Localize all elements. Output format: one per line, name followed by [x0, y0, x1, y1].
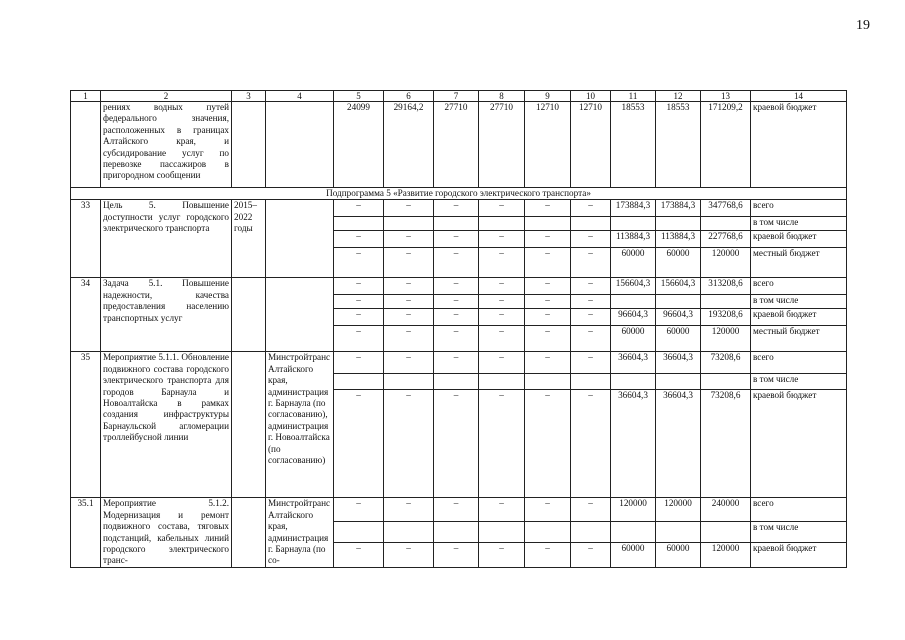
value-cell: 173884,3	[611, 200, 656, 217]
col-header: 9	[525, 91, 571, 102]
dash-cell: –	[571, 309, 611, 326]
value-cell: 113884,3	[656, 231, 701, 248]
funding-source: краевой бюджет	[751, 102, 847, 188]
col-header: 11	[611, 91, 656, 102]
page-number: 19	[856, 18, 870, 33]
dash-cell: –	[334, 326, 384, 352]
dash-cell: –	[434, 309, 479, 326]
dash-cell: –	[479, 278, 525, 295]
row-number: 34	[71, 278, 101, 352]
col-header: 1	[71, 91, 101, 102]
value-cell: 60000	[656, 248, 701, 278]
funding-source: в том числе	[751, 295, 847, 309]
dash-cell: –	[479, 352, 525, 374]
measure-name: Задача 5.1. Повышение надежности, качества предоставления населению транспортных услуг	[101, 278, 232, 352]
col-header: 6	[384, 91, 434, 102]
executor-cell: Минстройтранс Алтайского края, администрация г. Барнаула (по со-	[266, 498, 334, 567]
value-cell: 36604,3	[611, 352, 656, 374]
col-header: 12	[656, 91, 701, 102]
dash-cell: –	[525, 390, 571, 498]
dash-cell: –	[479, 231, 525, 248]
measure-name: Мероприятие 5.1.1. Обновление подвижного состава городского электрического транспорта для городов Барнаула и Новоалтайска в рамках создания инфраструктуры Барнаульской агломерации троллейбусной линии	[101, 352, 232, 498]
dash-cell: –	[334, 278, 384, 295]
value-cell: 156604,3	[656, 278, 701, 295]
funding-source: в том числе	[751, 374, 847, 390]
dash-cell: –	[525, 326, 571, 352]
value-cell: 240000	[701, 498, 751, 521]
value-cell: 18553	[611, 102, 656, 188]
value-cell: 227768,6	[701, 231, 751, 248]
dash-cell: –	[334, 542, 384, 567]
funding-source: всего	[751, 278, 847, 295]
dash-cell: –	[384, 309, 434, 326]
subprogram-row	[71, 188, 847, 200]
dash-cell: –	[334, 200, 384, 217]
table-row	[71, 498, 847, 521]
dash-cell: –	[334, 248, 384, 278]
col-header: 2	[101, 91, 232, 102]
dash-cell: –	[434, 390, 479, 498]
dash-cell: –	[334, 498, 384, 521]
dash-cell: –	[384, 295, 434, 309]
subprogram-title: Подпрограмма 5 «Развитие городского электрического транспорта»	[71, 188, 847, 200]
value-cell: 120000	[701, 326, 751, 352]
table-row	[71, 102, 847, 188]
dash-cell: –	[571, 498, 611, 521]
dash-cell: –	[571, 200, 611, 217]
dash-cell: –	[525, 498, 571, 521]
program-table	[70, 90, 847, 568]
dash-cell: –	[384, 352, 434, 374]
col-header: 3	[232, 91, 266, 102]
dash-cell: –	[571, 542, 611, 567]
dash-cell: –	[434, 248, 479, 278]
dash-cell: –	[384, 231, 434, 248]
dash-cell: –	[384, 278, 434, 295]
dash-cell: –	[479, 200, 525, 217]
dash-cell: –	[384, 248, 434, 278]
funding-source: всего	[751, 498, 847, 521]
measure-name: рениях водных путей федерального значения, расположенных в границах Алтайского края, и субсидирование услуг по перевозке пассажиров в пригородном сообщении	[101, 102, 232, 188]
funding-source: краевой бюджет	[751, 309, 847, 326]
dash-cell: –	[434, 542, 479, 567]
col-header: 8	[479, 91, 525, 102]
dash-cell: –	[384, 200, 434, 217]
dash-cell: –	[479, 326, 525, 352]
dash-cell: –	[384, 326, 434, 352]
dash-cell: –	[525, 352, 571, 374]
executor-cell: Минстройтранс Алтайского края, администрация г. Барнаула (по согласованию), администрация г. Новоалтайска (по согласованию)	[266, 352, 334, 498]
value-cell: 60000	[611, 326, 656, 352]
dash-cell: –	[571, 231, 611, 248]
dash-cell: –	[479, 390, 525, 498]
funding-source: местный бюджет	[751, 326, 847, 352]
dash-cell: –	[525, 200, 571, 217]
dash-cell: –	[434, 231, 479, 248]
value-cell: 96604,3	[656, 309, 701, 326]
value-cell: 60000	[656, 326, 701, 352]
value-cell: 73208,6	[701, 390, 751, 498]
dash-cell: –	[434, 498, 479, 521]
measure-name: Цель 5. Повышение доступности услуг городского электрического транспорта	[101, 200, 232, 278]
col-header: 7	[434, 91, 479, 102]
col-header: 4	[266, 91, 334, 102]
value-cell: 60000	[611, 542, 656, 567]
row-number: 35	[71, 352, 101, 498]
value-cell: 36604,3	[656, 390, 701, 498]
value-cell: 18553	[656, 102, 701, 188]
years-cell: 2015–2022 годы	[232, 200, 266, 278]
col-header: 10	[571, 91, 611, 102]
col-header: 5	[334, 91, 384, 102]
value-cell: 113884,3	[611, 231, 656, 248]
value-cell: 27710	[434, 102, 479, 188]
value-cell: 29164,2	[384, 102, 434, 188]
dash-cell: –	[525, 231, 571, 248]
dash-cell: –	[525, 278, 571, 295]
dash-cell: –	[434, 200, 479, 217]
dash-cell: –	[479, 248, 525, 278]
dash-cell: –	[479, 498, 525, 521]
dash-cell: –	[334, 352, 384, 374]
dash-cell: –	[334, 390, 384, 498]
dash-cell: –	[525, 542, 571, 567]
value-cell: 313208,6	[701, 278, 751, 295]
funding-source: местный бюджет	[751, 248, 847, 278]
measure-name: Мероприятие 5.1.2. Модернизация и ремонт подвижного состава, тяговых подстанций, кабельных линий городского электрического транс-	[101, 498, 232, 567]
dash-cell: –	[434, 278, 479, 295]
value-cell: 156604,3	[611, 278, 656, 295]
funding-source: в том числе	[751, 521, 847, 542]
value-cell: 12710	[571, 102, 611, 188]
dash-cell: –	[525, 295, 571, 309]
dash-cell: –	[571, 295, 611, 309]
col-header: 14	[751, 91, 847, 102]
dash-cell: –	[384, 542, 434, 567]
dash-cell: –	[334, 309, 384, 326]
column-number-row	[71, 91, 847, 102]
dash-cell: –	[525, 248, 571, 278]
value-cell: 173884,3	[656, 200, 701, 217]
value-cell: 36604,3	[656, 352, 701, 374]
dash-cell: –	[571, 278, 611, 295]
value-cell: 120000	[656, 498, 701, 521]
dash-cell: –	[434, 352, 479, 374]
dash-cell: –	[434, 295, 479, 309]
data-table-container	[70, 90, 846, 590]
value-cell: 171209,2	[701, 102, 751, 188]
dash-cell: –	[571, 248, 611, 278]
dash-cell: –	[479, 309, 525, 326]
row-number: 33	[71, 200, 101, 278]
dash-cell: –	[571, 326, 611, 352]
dash-cell: –	[334, 295, 384, 309]
funding-source: краевой бюджет	[751, 390, 847, 498]
col-header: 13	[701, 91, 751, 102]
value-cell: 73208,6	[701, 352, 751, 374]
value-cell: 347768,6	[701, 200, 751, 217]
table-row	[71, 278, 847, 295]
value-cell: 96604,3	[611, 309, 656, 326]
funding-source: всего	[751, 352, 847, 374]
value-cell: 24099	[334, 102, 384, 188]
funding-source: краевой бюджет	[751, 231, 847, 248]
dash-cell: –	[384, 498, 434, 521]
value-cell: 120000	[611, 498, 656, 521]
value-cell: 193208,6	[701, 309, 751, 326]
dash-cell: –	[479, 295, 525, 309]
row-number: 35.1	[71, 498, 101, 567]
value-cell: 120000	[701, 248, 751, 278]
funding-source: краевой бюджет	[751, 542, 847, 567]
value-cell: 60000	[656, 542, 701, 567]
value-cell: 60000	[611, 248, 656, 278]
table-row	[71, 200, 847, 217]
dash-cell: –	[571, 352, 611, 374]
dash-cell: –	[571, 390, 611, 498]
dash-cell: –	[334, 231, 384, 248]
dash-cell: –	[434, 326, 479, 352]
funding-source: всего	[751, 200, 847, 217]
dash-cell: –	[525, 309, 571, 326]
funding-source: в том числе	[751, 217, 847, 231]
dash-cell: –	[479, 542, 525, 567]
table-row	[71, 352, 847, 374]
value-cell: 120000	[701, 542, 751, 567]
dash-cell: –	[384, 390, 434, 498]
value-cell: 36604,3	[611, 390, 656, 498]
value-cell: 27710	[479, 102, 525, 188]
value-cell: 12710	[525, 102, 571, 188]
